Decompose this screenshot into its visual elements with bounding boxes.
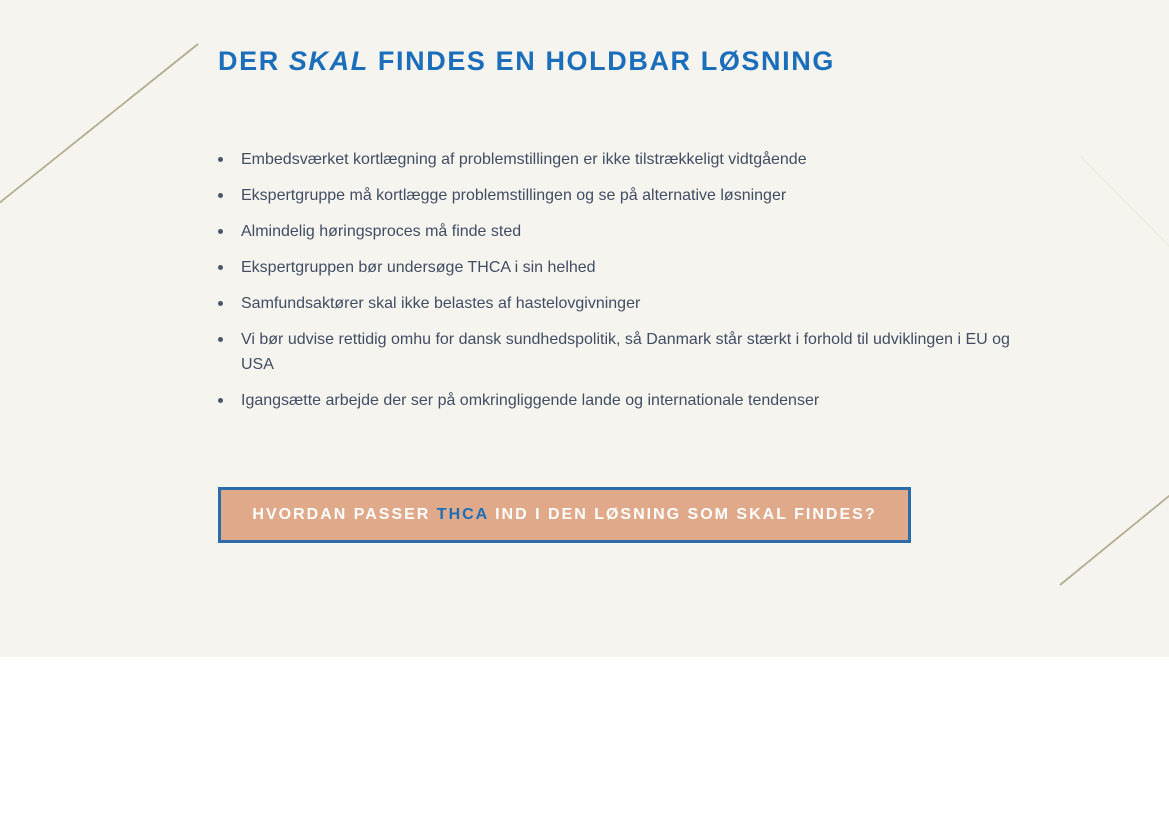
page-lower-whitespace: [0, 657, 1169, 827]
bullet-dot-icon: [218, 157, 223, 162]
bullet-dot-icon: [218, 398, 223, 403]
diagonal-line-top-left: [0, 44, 198, 204]
bullet-dot-icon: [218, 337, 223, 342]
banner-part1: HVORDAN PASSER: [252, 506, 437, 523]
bullet-dot-icon: [218, 265, 223, 270]
bullet-item: [217, 327, 1012, 377]
bullet-item: [217, 219, 1012, 244]
bullet-item: [217, 291, 1012, 316]
bullet-text: Ekspertgruppen bør undersøge THCA i sin helhed: [241, 259, 596, 276]
bullet-item: [217, 255, 1012, 280]
diagonal-line-bottom-right: [1060, 487, 1169, 585]
slide-title-italic: SKAL: [288, 46, 369, 76]
bullet-text: Ekspertgruppe må kortlægge problemstillingen og se på alternative løsninger: [241, 187, 787, 204]
bullet-dot-icon: [218, 193, 223, 198]
bullet-item: [217, 388, 1012, 413]
bullet-text: Igangsætte arbejde der ser på omkringliggende lande og internationale tendenser: [241, 392, 820, 409]
slide-title: [218, 46, 835, 77]
bullet-item: [217, 183, 1012, 208]
bullet-text: Almindelig høringsproces må finde sted: [241, 223, 522, 240]
bullet-item: [217, 147, 1012, 172]
bullet-dot-icon: [218, 301, 223, 306]
banner-highlight-thca: THCA: [436, 506, 489, 523]
question-banner: [218, 487, 911, 543]
slide-title-part2: FINDES EN HOLDBAR LØSNING: [368, 46, 835, 76]
bullet-text: Embedsværket kortlægning af problemstillingen er ikke tilstrækkeligt vidtgående: [241, 151, 807, 168]
bullet-text: Vi bør udvise rettidig omhu for dansk sundhedspolitik, så Danmark står stærkt i forhold til udviklingen i EU og USA: [241, 331, 1010, 373]
question-banner-text: [252, 506, 876, 524]
bullet-text: Samfundsaktører skal ikke belastes af hastelovgivninger: [241, 295, 641, 312]
banner-part2: IND I DEN LØSNING SOM SKAL FINDES?: [488, 506, 877, 523]
bullet-dot-icon: [218, 229, 223, 234]
slide-title-part1: DER: [218, 46, 289, 76]
diagonal-line-faint-right: [1080, 156, 1169, 252]
bullet-list: [217, 147, 1012, 424]
